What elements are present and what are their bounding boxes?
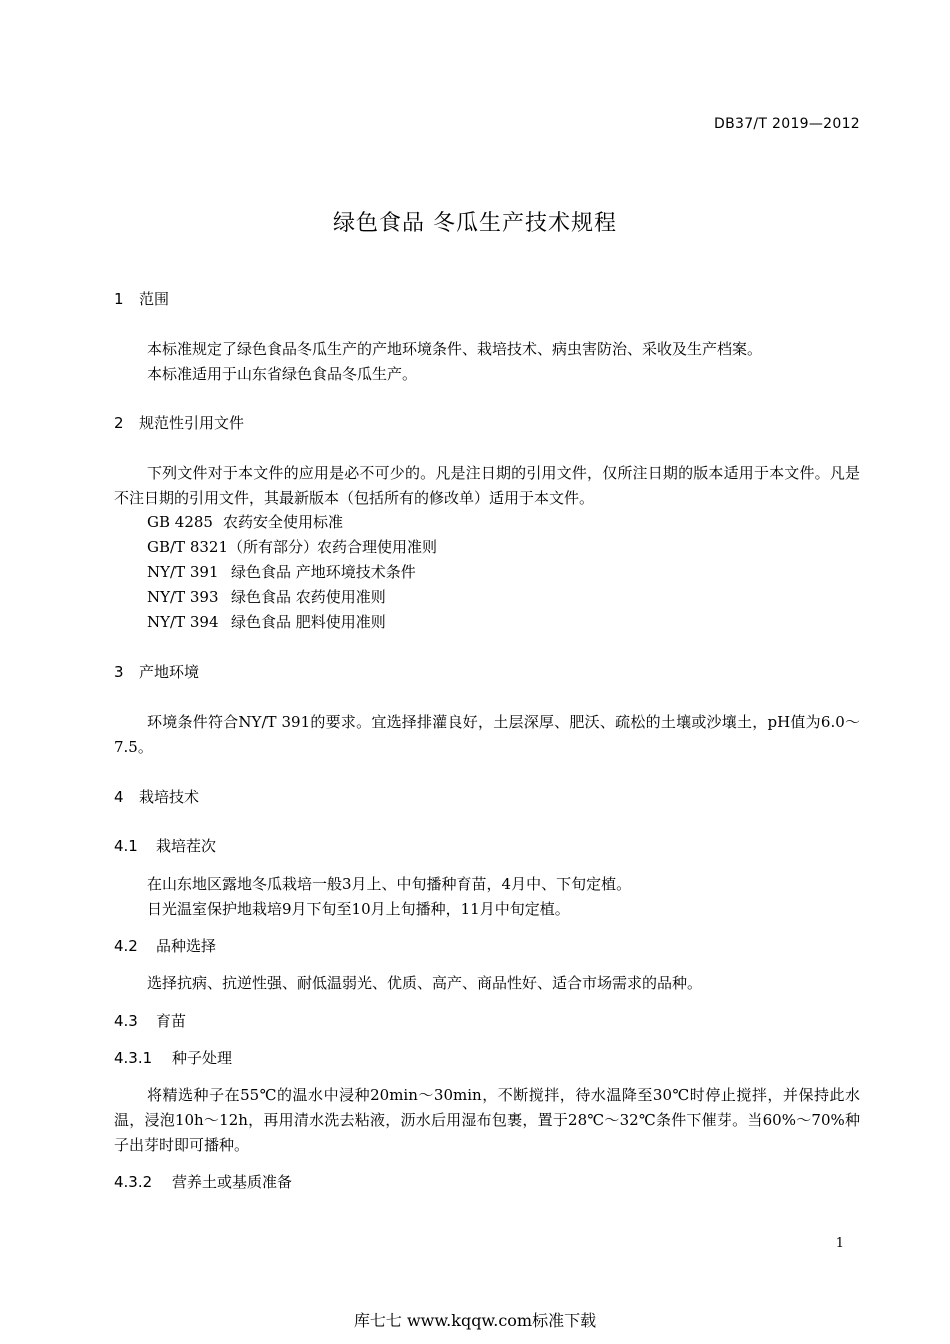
section-number: 4.2 bbox=[114, 937, 138, 955]
reference-title: 绿色食品 肥料使用准则 bbox=[231, 613, 386, 631]
section-2-heading bbox=[114, 412, 244, 433]
reference-code: GB 4285 bbox=[147, 513, 213, 531]
doc-code: DB37/T 2019—2012 bbox=[714, 116, 860, 132]
page-title: 绿色食品 冬瓜生产技术规程 bbox=[333, 211, 617, 236]
subsection-4-1-heading bbox=[114, 835, 216, 856]
section-title: 范围 bbox=[139, 290, 170, 308]
section-number: 1 bbox=[114, 290, 124, 308]
reference-item bbox=[147, 511, 343, 532]
section-title: 规范性引用文件 bbox=[139, 414, 245, 432]
section-1-heading bbox=[114, 288, 169, 309]
subsection-4-3-2-heading bbox=[114, 1171, 292, 1192]
paragraph: 本标准规定了绿色食品冬瓜生产的产地环境条件、栽培技术、病虫害防治、采收及生产档案。 bbox=[147, 340, 763, 358]
paragraph: 选择抗病、抗逆性强、耐低温弱光、优质、高产、商品性好、适合市场需求的品种。 bbox=[147, 974, 703, 992]
section-4-heading bbox=[114, 786, 199, 807]
section-title: 营养土或基质准备 bbox=[172, 1173, 293, 1191]
paragraph: 环境条件符合NY/T 391的要求。宜选择排灌良好，土层深厚、肥沃、疏松的土壤或沙壤土，pH值为6.0～7.5。 bbox=[114, 713, 860, 756]
reference-title: 绿色食品 产地环境技术条件 bbox=[231, 563, 416, 581]
reference-code: NY/T 394 bbox=[147, 613, 219, 631]
reference-item bbox=[147, 586, 386, 607]
section-title: 栽培技术 bbox=[139, 788, 200, 806]
section-number: 4.3.2 bbox=[114, 1173, 153, 1191]
reference-title: 绿色食品 农药使用准则 bbox=[231, 588, 386, 606]
paragraph: 在山东地区露地冬瓜栽培一般3月上、中旬播种育苗，4月中、下旬定植。 bbox=[147, 875, 632, 893]
reference-title: 农药安全使用标准 bbox=[223, 513, 344, 531]
footer-watermark: 库七七 www.kqqw.com标准下载 bbox=[353, 1311, 597, 1330]
paragraph: 下列文件对于本文件的应用是必不可少的。凡是注日期的引用文件，仅所注日期的版本适用于本文件。凡是不注日期的引用文件，其最新版本（包括所有的修改单）适用于本文件。 bbox=[114, 464, 860, 507]
paragraph: 本标准适用于山东省绿色食品冬瓜生产。 bbox=[147, 365, 418, 383]
reference-code: NY/T 393 bbox=[147, 588, 219, 606]
reference-title: 农药合理使用准则 bbox=[317, 538, 438, 556]
reference-item bbox=[147, 561, 416, 582]
section-number: 2 bbox=[114, 414, 124, 432]
paragraph: 日光温室保护地栽培9月下旬至10月上旬播种，11月中旬定植。 bbox=[147, 900, 570, 918]
reference-item bbox=[147, 536, 437, 557]
section-number: 3 bbox=[114, 663, 124, 681]
section-title: 栽培茬次 bbox=[156, 837, 217, 855]
section-3-heading bbox=[114, 661, 199, 682]
reference-code: GB/T 8321（所有部分） bbox=[147, 538, 319, 556]
section-number: 4.1 bbox=[114, 837, 138, 855]
section-title: 产地环境 bbox=[139, 663, 200, 681]
section-title: 品种选择 bbox=[156, 937, 217, 955]
page-number: 1 bbox=[835, 1236, 844, 1251]
subsection-4-2-heading bbox=[114, 935, 216, 956]
reference-item bbox=[147, 611, 386, 632]
section-title: 育苗 bbox=[156, 1012, 187, 1030]
paragraph: 将精选种子在55℃的温水中浸种20min～30min，不断搅拌，待水温降至30℃时停止搅拌，并保持此水温，浸泡10h～12h，再用清水洗去粘液，沥水后用湿布包裹，置于28℃～32℃条件下催芽。当60%～70%种子出芽时即可播种。 bbox=[114, 1086, 860, 1154]
subsection-4-3-1-heading bbox=[114, 1047, 232, 1068]
section-title: 种子处理 bbox=[172, 1049, 233, 1067]
section-number: 4 bbox=[114, 788, 124, 806]
section-number: 4.3.1 bbox=[114, 1049, 153, 1067]
section-number: 4.3 bbox=[114, 1012, 138, 1030]
subsection-4-3-heading bbox=[114, 1010, 186, 1031]
reference-code: NY/T 391 bbox=[147, 563, 219, 581]
